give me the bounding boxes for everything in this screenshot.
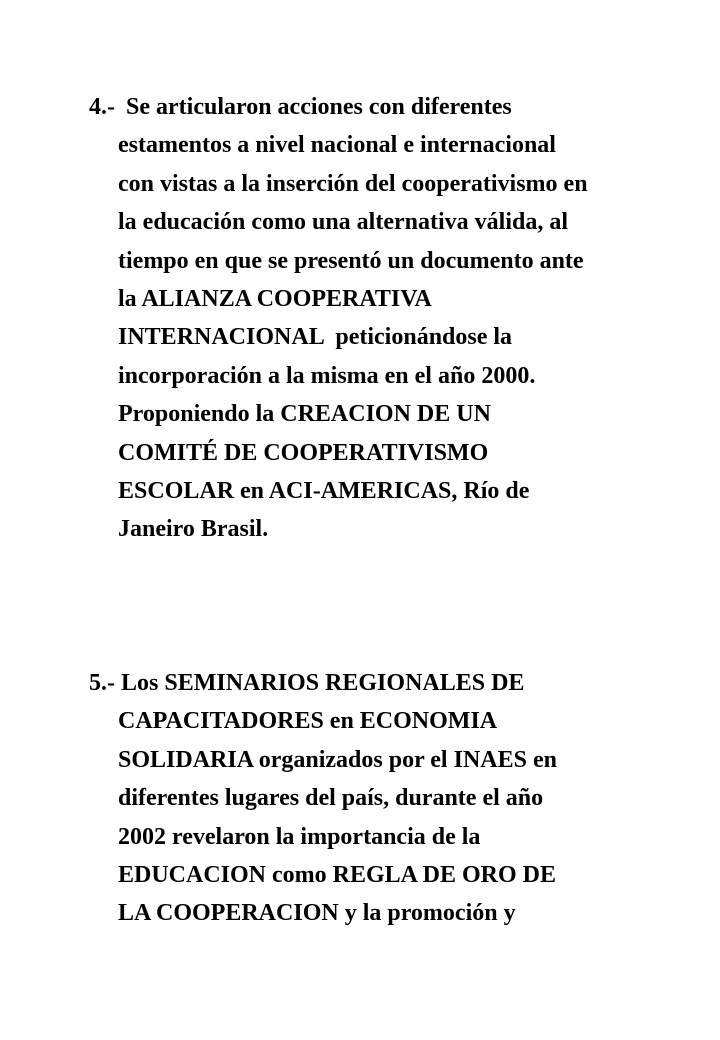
paragraph-first-line	[89, 664, 709, 702]
text-line: INTERNACIONAL peticionándose la	[118, 324, 513, 351]
paragraph-first-line	[89, 88, 709, 126]
paragraph-number: 4.-	[89, 94, 115, 120]
text-line: tiempo en que se presentó un documento ante	[118, 247, 584, 274]
text-line: diferentes lugares del país, durante el año	[118, 785, 544, 812]
text-line: LA COOPERACION y la promoción y	[118, 900, 516, 927]
paragraph-number: 5.-	[89, 670, 115, 696]
text-line: la educación como una alternativa válida, al	[118, 209, 568, 236]
text-line: Proponiendo la CREACION DE UN	[118, 401, 491, 428]
text-line: incorporación a la misma en el año 2000.	[118, 362, 536, 389]
text-line: COMITÉ DE COOPERATIVISMO	[118, 439, 489, 466]
text-line: Se articularon acciones con diferentes	[126, 94, 512, 120]
numbered-paragraph-4	[89, 88, 709, 549]
text-line: EDUCACION como REGLA DE ORO DE	[118, 861, 557, 888]
text-line: SOLIDARIA organizados por el INAES en	[118, 746, 557, 773]
text-line: 2002 revelaron la importancia de la	[118, 823, 481, 850]
text-line: con vistas a la inserción del cooperativismo en	[118, 170, 588, 197]
text-line: la ALIANZA COOPERATIVA	[118, 285, 432, 312]
text-line: ESCOLAR en ACI-AMERICAS, Río de	[118, 477, 530, 504]
text-line: estamentos a nivel nacional e internacional	[118, 132, 556, 159]
text-line: Los SEMINARIOS REGIONALES DE	[121, 670, 525, 696]
text-line: Janeiro Brasil.	[118, 516, 269, 543]
numbered-paragraph-5	[89, 664, 709, 933]
text-line: CAPACITADORES en ECONOMIA	[118, 708, 498, 735]
